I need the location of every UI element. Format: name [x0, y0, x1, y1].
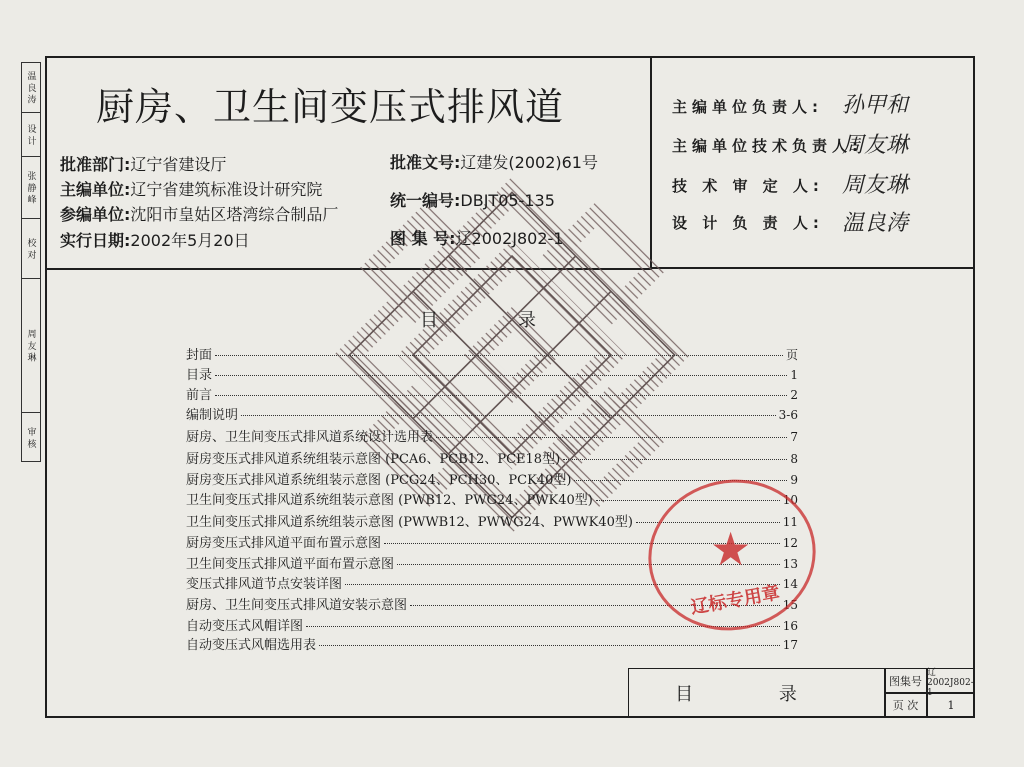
toc-item-page: 17 — [782, 638, 798, 652]
toc-row[interactable] — [186, 344, 798, 364]
side-cell-check-name: 张 静 峰 — [22, 157, 40, 219]
toc-item-title: 自动变压式风帽选用表 — [186, 638, 317, 653]
chief-editor-label: 主编单位: — [60, 180, 131, 199]
toc-item-title: 厨房、卫生间变压式排风道安装示意图 — [186, 598, 408, 613]
toc-row[interactable] — [186, 448, 798, 468]
toc-leader — [215, 355, 783, 356]
side-cell-design: 设 计 — [22, 113, 40, 157]
seal-star-icon: ★ — [710, 522, 752, 576]
toc-item-title: 卫生间变压式排风道系统组装示意图 (PWWB12、PWWG24、PWWK40型) — [186, 515, 633, 530]
left-margin-line — [45, 56, 47, 718]
toc-leader — [215, 375, 787, 376]
sig-name-tech-lead: 周友琳 — [842, 133, 909, 158]
approval-dept-row — [60, 152, 226, 175]
toc-item-title: 变压式排风道节点安装详图 — [186, 577, 343, 592]
side-cell-check: 校 对 — [22, 219, 40, 279]
side-cell-review-name: 周 友 琳 — [22, 279, 40, 413]
toc-item-page: 9 — [790, 473, 798, 487]
toc-item-page: 2 — [790, 388, 798, 402]
toc-item-page: 10 — [782, 493, 798, 507]
atlas-no-value: 辽2002J802-1 — [455, 229, 564, 248]
toc-item-page: 3-6 — [778, 408, 798, 422]
side-cell-review: 审 核 — [25, 426, 36, 448]
toc-item-title: 卫生间变压式排风道平面布置示意图 — [186, 557, 395, 572]
toc-row[interactable] — [186, 426, 798, 446]
sig-name-tech-review: 周友琳 — [842, 173, 909, 198]
toc-row[interactable] — [186, 404, 798, 424]
toc-item-title: 卫生间变压式排风道系统组装示意图 (PWB12、PWG24、PWK40型) — [186, 493, 593, 508]
toc-item-page: 16 — [782, 619, 798, 633]
toc-leader — [436, 437, 787, 438]
seal-text: 辽标专用章 — [689, 582, 782, 619]
title-block-page-value: 1 — [947, 698, 955, 712]
toc-item-page: 1 — [790, 368, 798, 382]
title-block-atlas-label: 图集号 — [889, 675, 922, 688]
approval-dept-label: 批准部门: — [60, 155, 131, 174]
unified-no-value: DBJT05-135 — [460, 191, 555, 210]
approval-doc-value: 辽建发(2002)61号 — [460, 153, 598, 172]
toc-leader — [215, 395, 787, 396]
approval-doc-label: 批准文号: — [390, 153, 461, 172]
toc-item-page: 7 — [790, 430, 798, 444]
toc-leader — [319, 645, 780, 646]
co-editor-label: 参编单位: — [60, 205, 131, 224]
chief-editor-row — [60, 177, 322, 200]
title-block-page-label: 页 次 — [892, 699, 919, 712]
co-editor-row — [60, 202, 338, 225]
sig-role-tech-lead: 主编单位技术负责人: — [672, 137, 863, 155]
toc-row[interactable] — [186, 364, 798, 384]
toc-item-page: 11 — [782, 515, 798, 529]
toc-row[interactable] — [186, 384, 798, 404]
side-signature-strip — [21, 62, 41, 462]
toc-item-page: 14 — [782, 577, 798, 591]
title-block-name: 目 录 — [675, 684, 837, 705]
sig-name-chief-unit: 孙甲和 — [842, 93, 909, 118]
atlas-no-label: 图 集 号: — [390, 229, 456, 248]
effective-date-label: 实行日期: — [60, 231, 131, 250]
toc-item-title: 前言 — [186, 388, 213, 403]
title-block-atlas-value: 辽2002J802-1 — [927, 667, 974, 698]
chief-editor-value: 辽宁省建筑标准设计研究院 — [130, 180, 323, 199]
toc-item-page: 15 — [782, 598, 798, 612]
approval-doc-row — [390, 150, 598, 173]
toc-item-page: 12 — [782, 536, 798, 550]
toc-item-page: 8 — [790, 452, 798, 466]
side-cell-design-name: 温 良 涛 — [22, 63, 40, 113]
approval-dept-value: 辽宁省建设厅 — [130, 155, 227, 174]
atlas-no-row — [390, 226, 563, 249]
document-title: 厨房、卫生间变压式排风道 — [96, 85, 565, 129]
unified-no-label: 统一编号: — [390, 191, 461, 210]
toc-item-title: 自动变压式风帽详图 — [186, 619, 304, 634]
sig-role-design-lead: 设 计 负 责 人: — [672, 214, 824, 232]
toc-item-title: 目录 — [186, 368, 213, 383]
toc-row[interactable] — [186, 634, 798, 654]
sig-name-design-lead: 温良涛 — [842, 211, 909, 236]
toc-item-title: 封面 — [186, 348, 213, 363]
effective-date-value: 2002年5月20日 — [130, 231, 250, 250]
toc-leader — [563, 459, 787, 460]
toc-leader — [241, 415, 776, 416]
toc-item-page: 13 — [782, 557, 798, 571]
toc-item-title: 厨房变压式排风道系统组装示意图 (PCG24、PCH30、PCK40型) — [186, 473, 572, 488]
toc-item-title: 厨房、卫生间变压式排风道系统设计选用表 — [186, 430, 434, 445]
toc-item-title: 厨房变压式排风道平面布置示意图 — [186, 536, 382, 551]
toc-heading: 目录 — [420, 310, 616, 331]
toc-item-title: 厨房变压式排风道系统组装示意图 (PCA6、PCB12、PCE18型) — [186, 452, 561, 467]
co-editor-value: 沈阳市皇姑区塔湾综合制品厂 — [130, 205, 339, 224]
sig-role-tech-review: 技 术 审 定 人: — [672, 177, 824, 195]
unified-no-row — [390, 188, 555, 211]
sig-role-chief-unit: 主编单位负责人: — [672, 98, 823, 116]
toc-item-title: 编制说明 — [186, 408, 239, 423]
toc-item-page: 页 — [785, 348, 798, 362]
effective-date-row — [60, 228, 250, 251]
